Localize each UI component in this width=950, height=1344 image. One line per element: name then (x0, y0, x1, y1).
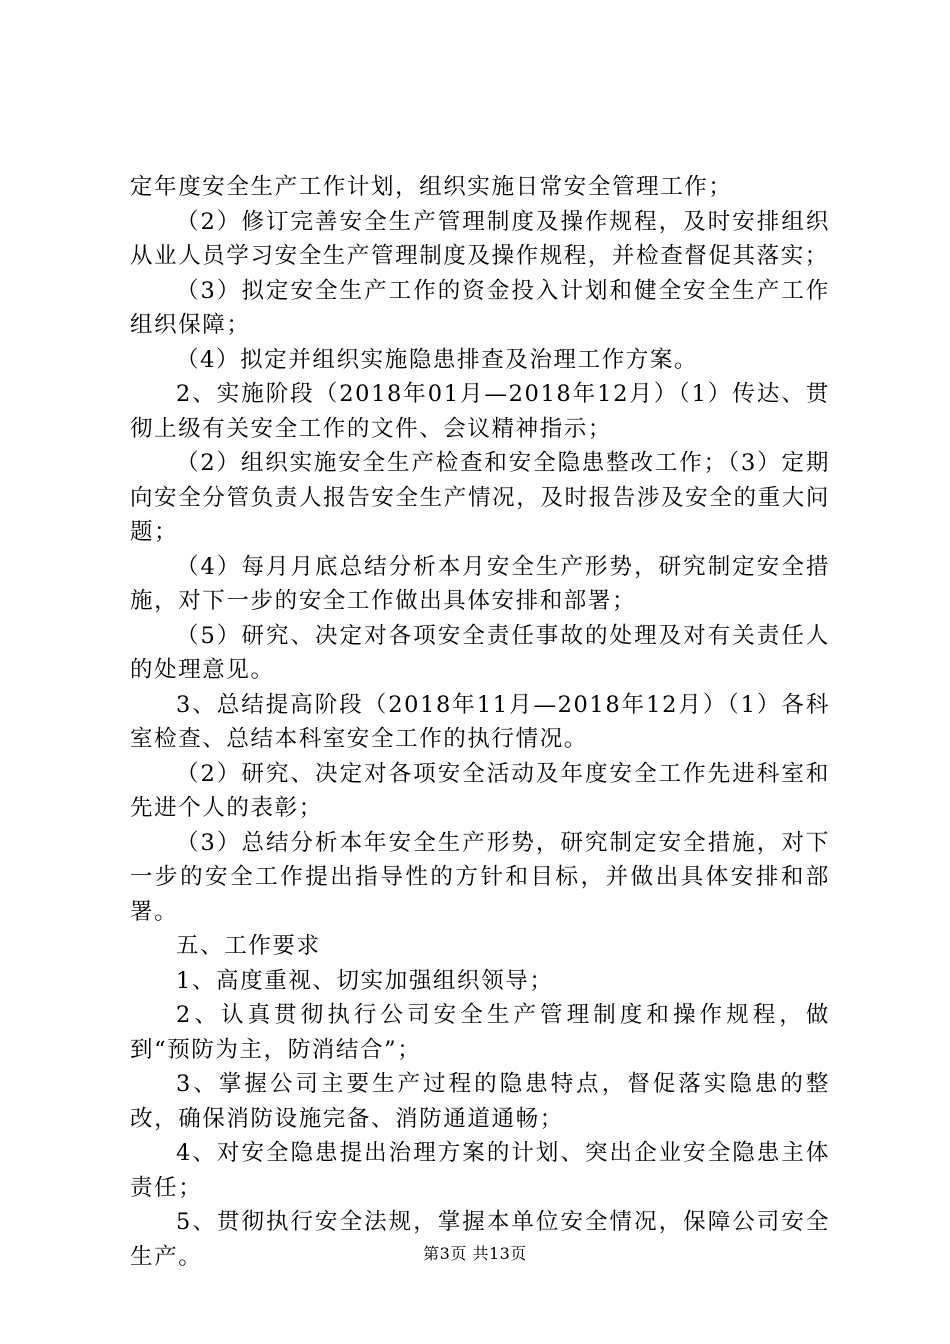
paragraph: 4、对安全隐患提出治理方案的计划、突出企业安全隐患主体责任； (130, 1140, 830, 1201)
page-number-footer: 第3页 共13页 (423, 1244, 527, 1263)
paragraph: （3）总结分析本年安全生产形势，研究制定安全措施，对下一步的安全工作提出指导性的方针和目标，并做出具体安排和部署。 (130, 829, 830, 925)
paragraph: 1、高度重视、切实加强组织领导； (176, 967, 554, 994)
paragraph: （4）每月月底总结分析本月安全生产形势，研究制定安全措施，对下一步的安全工作做出具体安排和部署； (130, 553, 830, 614)
paragraph: （3）拟定安全生产工作的资金投入计划和健全安全生产工作组织保障； (130, 277, 830, 338)
paragraph: 3、掌握公司主要生产过程的隐患特点，督促落实隐患的整改，确保消防设施完备、消防通道通畅； (130, 1071, 830, 1132)
paragraph: 5、贯彻执行安全法规，掌握本单位安全情况，保障公司安全生产。 (130, 1209, 830, 1270)
paragraph: 3、总结提高阶段（2018年11月—2018年12月）（1）各科室检查、总结本科室安全工作的执行情况。 (130, 691, 830, 752)
paragraph: 2、实施阶段（2018年01月—2018年12月）（1）传达、贯彻上级有关安全工作的文件、会议精神指示； (130, 381, 830, 442)
paragraph: （2）修订完善安全生产管理制度及操作规程，及时安排组织从业人员学习安全生产管理制度及操作规程，并检查督促其落实； (130, 208, 830, 269)
paragraph: （5）研究、决定对各项安全责任事故的处理及对有关责任人的处理意见。 (130, 622, 830, 683)
document-body (130, 170, 830, 1274)
paragraph: 2、认真贯彻执行公司安全生产管理制度和操作规程，做到“预防为主，防消结合”； (130, 1002, 830, 1063)
section-heading: 五、工作要求 (176, 933, 321, 959)
paragraph: （2）研究、决定对各项安全活动及年度安全工作先进科室和先进个人的表彰； (130, 760, 830, 821)
paragraph: （2）组织实施安全生产检查和安全隐患整改工作；（3）定期向安全分管负责人报告安全生产情况，及时报告涉及安全的重大问题； (130, 450, 830, 545)
paragraph: 定年度安全生产工作计划，组织实施日常安全管理工作； (130, 174, 733, 200)
paragraph: （4）拟定并组织实施隐患排查及治理工作方案。 (176, 346, 699, 373)
